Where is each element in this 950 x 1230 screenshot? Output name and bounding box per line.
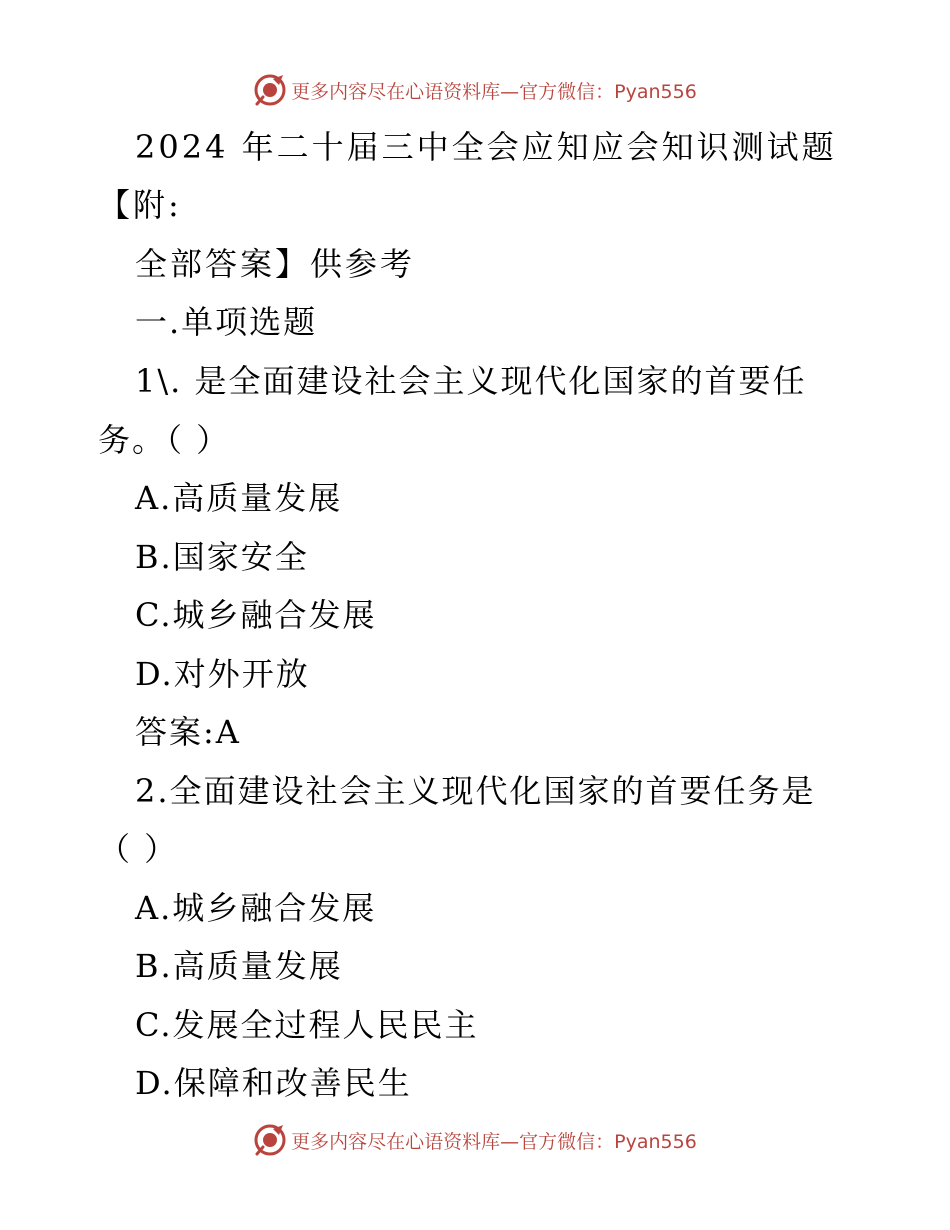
footer-watermark-banner — [0, 1120, 950, 1160]
question-1-option-c: C.城乡融合发展 — [135, 596, 377, 634]
document-title-line-1: 2024 年二十届三中全会应知应会知识测试题 — [135, 128, 837, 166]
question-1-option-d: D.对外开放 — [135, 655, 310, 693]
question-1-answer: 答案:A — [135, 713, 241, 751]
question-2-option-a: A.城乡融合发展 — [135, 889, 377, 927]
pen-logo-icon — [253, 1123, 287, 1157]
document-title-line-3: 全部答案】供参考 — [135, 245, 416, 283]
question-2-stem-line-2: （ ） — [98, 830, 179, 868]
banner-text: 更多内容尽在心语资料库—官方微信：Pyan556 — [291, 80, 697, 103]
question-1-stem-line-2: 务。（ ） — [98, 421, 231, 459]
document-title-line-2: 【附: — [98, 186, 182, 224]
question-2-option-d: D.保障和改善民生 — [135, 1064, 412, 1102]
question-1-option-b: B.国家安全 — [135, 538, 309, 576]
question-2-option-c: C.发展全过程人民民主 — [135, 1006, 479, 1044]
section-heading: 一.单项选题 — [135, 303, 318, 341]
question-2-stem-line-1: 2.全面建设社会主义现代化国家的首要任务是 — [135, 772, 816, 810]
question-1-option-a: A.高质量发展 — [135, 479, 343, 517]
banner-text: 更多内容尽在心语资料库—官方微信：Pyan556 — [291, 1130, 697, 1153]
question-1-stem-line-1: 1\. 是全面建设社会主义现代化国家的首要任 — [135, 362, 807, 400]
question-2-option-b: B.高质量发展 — [135, 947, 343, 985]
